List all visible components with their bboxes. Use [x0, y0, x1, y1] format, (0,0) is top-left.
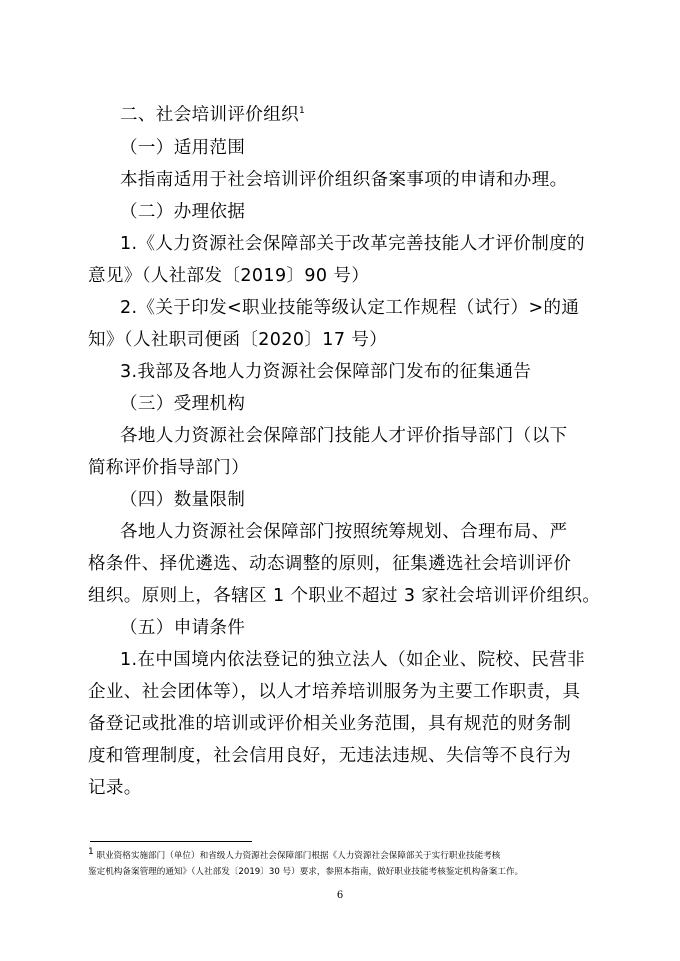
body-line: 备登记或批准的培训或评价相关业务范围，具有规范的财务制: [88, 714, 572, 734]
subheading: （三）受理机构: [120, 394, 246, 414]
body-line: 企业、社会团体等），以人才培养培训服务为主要工作职责，具: [88, 682, 581, 702]
subheading: （五）申请条件: [120, 618, 246, 638]
footnote-text: 职业资格实施部门（单位）和省级人力资源社会保障部门根据《人力资源社会保障部关于实行职业技能考核: [96, 851, 501, 861]
section-heading: [120, 107, 305, 125]
subheading: （四）数量限制: [120, 490, 246, 510]
footnote-text: 鉴定机构备案管理的通知》（人社部发〔2019〕30 号）要求，参照本指南，做好职业技能考核鉴定机构备案工作。: [88, 867, 524, 877]
body-line: 各地人力资源社会保障部门按照统筹规划、合理布局、严: [120, 522, 568, 542]
body-line: 意见》（人社部发〔2019〕90 号）: [88, 266, 370, 286]
subheading: （二）办理依据: [120, 202, 246, 222]
body-line: 格条件、择优遴选、动态调整的原则，征集遴选社会培训评价: [88, 554, 572, 574]
footnote-separator: [90, 841, 252, 842]
footnote-marker: 1: [88, 847, 94, 858]
page-number: 6: [336, 890, 344, 901]
body-line: 简称评价指导部门）: [88, 458, 250, 478]
section-heading-text: 二、社会培训评价组织: [120, 105, 299, 125]
footnote-marker: 1: [299, 106, 306, 117]
body-line: 组织。原则上，各辖区 1 个职业不超过 3 家社会培训评价组织。: [88, 586, 601, 606]
body-line: 记录。: [88, 778, 142, 798]
body-line: 1.在中国境内依法登记的独立法人（如企业、院校、民营非: [120, 650, 585, 670]
footnote-line: [88, 847, 501, 861]
body-line: 1.《人力资源社会保障部关于改革完善技能人才评价制度的: [120, 234, 585, 254]
body-line: 3.我部及各地人力资源社会保障部门发布的征集通告: [120, 362, 532, 382]
body-line: 各地人力资源社会保障部门技能人才评价指导部门（以下: [120, 426, 568, 446]
footnote-line: [88, 868, 523, 877]
body-line: 本指南适用于社会培训评价组织备案事项的申请和办理。: [120, 170, 568, 190]
subheading: （一）适用范围: [120, 138, 246, 158]
body-line: 度和管理制度，社会信用良好，无违法违规、失信等不良行为: [88, 746, 572, 766]
body-line: 2.《关于印发<职业技能等级认定工作规程（试行）>的通: [120, 298, 580, 318]
body-line: 知》（人社职司便函〔2020〕17 号）: [88, 330, 388, 350]
